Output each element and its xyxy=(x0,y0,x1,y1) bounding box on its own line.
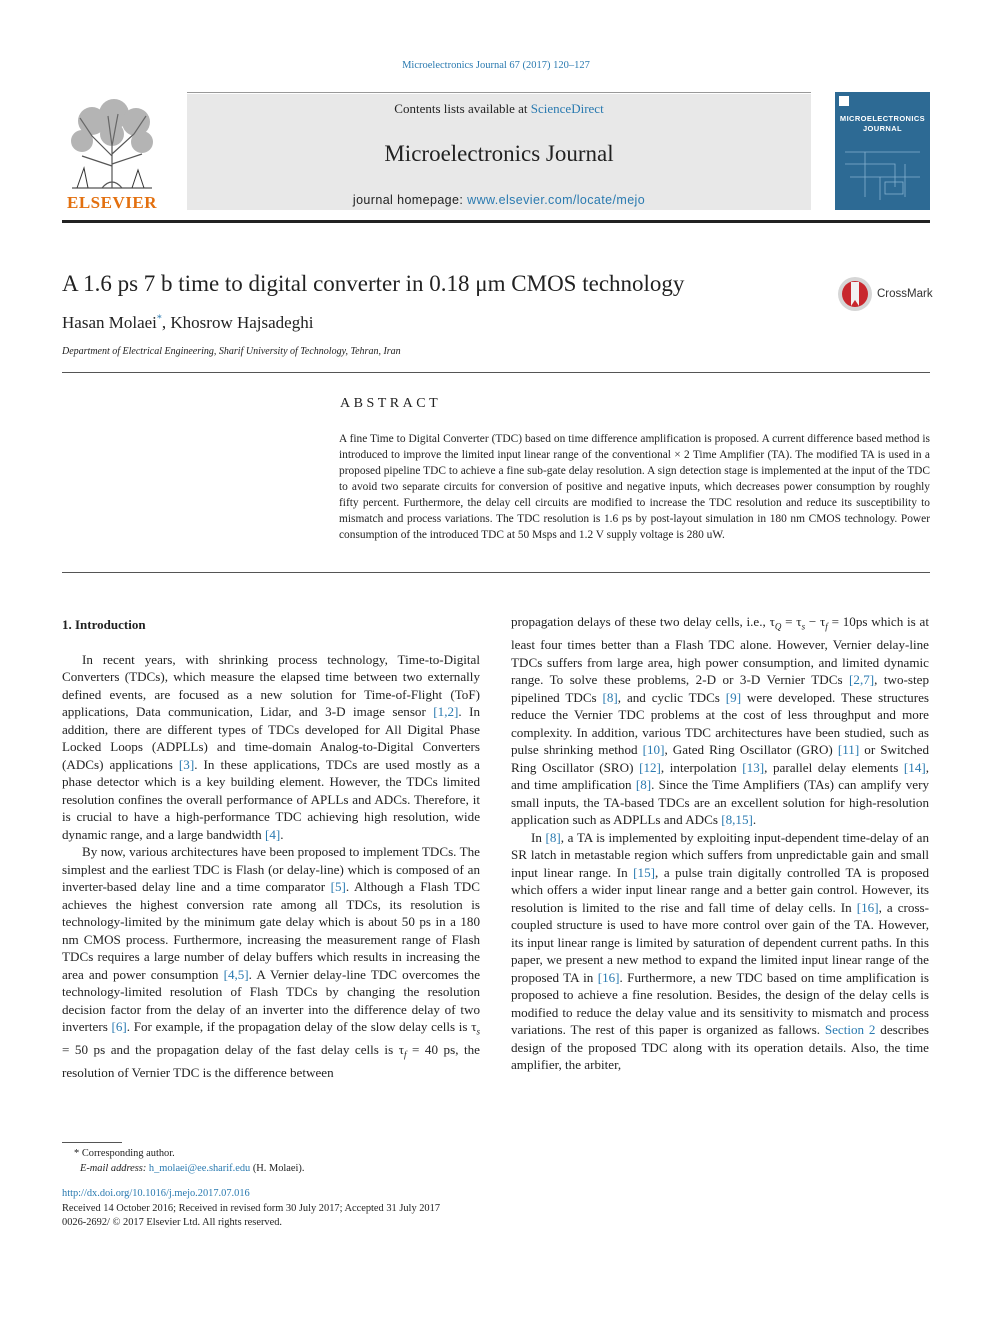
doi-link[interactable]: http://dx.doi.org/10.1016/j.mejo.2017.07.016 xyxy=(62,1188,250,1199)
paragraph: By now, various architectures have been proposed to implement TDCs. The simplest and the earliest TDC is Flash (or delay-line) which is composed of an inverter-based delay line and a time comparator [5]. Although a Flash TDC achieves the highest conversion rate among all TDCs, its resolution is technology-limited by the minimum gate delay which is about 50 ps in a 180 nm CMOS process. Furthermore, increasing the measurement range of Flash TDCs requires a large number of delay buffers which results in increasing the area and power consumption [4,5]. A Vernier delay-line TDC overcomes the technology-limited resolution of Flash TDCs by changing the resolution decision factor from the delay of an inverter into the difference delay of two inverters [6]. For example, if the propagation delay of the slow delay cells is $\tau_s = 50$ ps and the propagation delay of the fast delay cells is $\tau_f = 40$ ps, the resolution of Vernier TDC is the difference between xyxy=(62,844,481,1081)
section-link[interactable]: Section 2 xyxy=(824,1022,876,1038)
paragraph: propagation delays of these two delay cells, i.e., $\tau_Q = \tau_s - \tau_f = 10ps$ which is at least four times better than a Flash TDC alone. However, Vernier delay-line TDCs suffers from large area, high power consumption, and limited dynamic range. To solve these problems, 2-D or 3-D Vernier TDCs [2,7], two-step pipelined TDCs [8], and cyclic TDCs [9] were developed. These structures reduce the Vernier TDC problems at the cost of less throughput and more complexity. In addition, various TDC architectures have been studied, such as pulse shrinking method [10], Gated Ring Oscillator (GRO) [11] or Switched Ring Oscillator (SRO) [12], interpolation [13], parallel delay elements [14], and time amplification [8]. Since the Time Amplifiers (TAs) can amplify very small inputs, the TA-based TDCs are an excellent solution for high-resolution application such as ADPLLs and ADCs [8,15]. xyxy=(511,614,930,828)
citation-link[interactable]: [16] xyxy=(856,899,879,915)
crossmark-badge[interactable] xyxy=(837,276,933,312)
homepage-prefix: journal homepage: xyxy=(352,193,468,207)
citation-link[interactable]: [8] xyxy=(602,689,618,705)
title-divider xyxy=(62,372,930,373)
header-bottom-rule xyxy=(62,220,930,223)
publisher-wordmark[interactable]: ELSEVIER xyxy=(67,193,157,212)
author-separator: , xyxy=(161,313,171,332)
contents-line xyxy=(187,101,811,117)
corresponding-author-mark[interactable]: * xyxy=(156,313,162,325)
footnote xyxy=(62,1146,304,1176)
citation-link[interactable]: [14] xyxy=(903,759,926,775)
received-dates: Received 14 October 2016; Received in revised form 30 July 2017; Accepted 31 July 2017 xyxy=(62,1202,441,1214)
cover-publisher-mark xyxy=(839,96,849,106)
citation-link[interactable]: [15] xyxy=(633,864,655,880)
email-link[interactable]: h_molaei@ee.sharif.edu xyxy=(148,1163,251,1174)
citation-link[interactable]: [9] xyxy=(725,689,742,705)
footnote-rule xyxy=(62,1142,122,1143)
citation-link[interactable]: [11] xyxy=(837,742,860,758)
abstract-text: A fine Time to Digital Converter (TDC) based on time difference amplification is proposed. A current difference based method is introduced to improve the limited input linear range of the conventional × 2 Time Amplifier (TA). The modified TA is used in a proposed pipeline TDC to achieve a fine sub-gate delay resolution. A sign detection stage is implemented at the input of the TDC to avoid two separate circuits for conversion of positive and negative inputs, which decreases power consumption by roughly fifty percent. Furthermore, the delay cell circuits are modified to increase the TDC resolution and reduce its susceptibility to mismatch and process variations. The TDC resolution is 1.6 ps by post-layout simulation in 180 nm CMOS technology. Power consumption of the introduced TDC at 50 Msps and 1.2 V supply voltage is 280 uW. xyxy=(339,433,930,541)
citation-link[interactable]: [1,2] xyxy=(433,704,459,719)
citation-link[interactable]: [2,7] xyxy=(849,672,875,688)
author-list xyxy=(62,313,313,333)
citation-link[interactable]: [8] xyxy=(635,777,652,793)
crossmark-label: CrossMark xyxy=(877,288,933,300)
cover-title-line2: JOURNAL xyxy=(862,124,903,133)
homepage-link[interactable]: www.elsevier.com/locate/mejo xyxy=(467,193,646,207)
journal-homepage xyxy=(187,193,811,207)
header-top-rule xyxy=(187,92,811,93)
crossmark-icon xyxy=(837,276,873,312)
author-affiliation: Department of Electrical Engineering, Sharif University of Technology, Tehran, Iran xyxy=(62,346,401,357)
author-name[interactable]: Hasan Molaei xyxy=(62,313,157,332)
cover-circuit-art xyxy=(835,142,930,202)
citation-link[interactable]: [6] xyxy=(111,1019,127,1034)
citation-link[interactable]: [4] xyxy=(265,826,281,842)
citation-link[interactable]: [8,15] xyxy=(721,812,753,828)
abstract-heading: ABSTRACT xyxy=(340,396,442,411)
citation-link[interactable]: [8] xyxy=(545,829,561,845)
footnote-mark: * xyxy=(74,1148,80,1159)
body-column-left xyxy=(62,616,480,1082)
paragraph: In [8], a TA is implemented by exploiting input-dependent time-delay of an SR latch in metastable region which suffers from unpredictable gain and small input linear range. In [15], a pulse train digitally controlled TA is proposed which offers a wider input linear range and a better gain control. However, its resolution is limited to the rise and fall time of delay cells. In [16], a cross-coupled structure is used to have more control over gain of the TA. However, its input linear range is limited by saturation of dependent current paths. In this paper, we present a new method to expand the limited input linear range of the proposed TA in [16]. Furthermore, a new TDC based on time amplification is proposed to achieve a fine resolution. Besides, the design of the delay cells is modified to reduce the delay value and its sensitivity to mismatch and process variations. The rest of this paper is organized as fallows. Section 2 describes design of the proposed TDC along with its operation details. Also, the time amplifier, the arbiter, xyxy=(511,829,930,1073)
contents-prefix: Contents lists available at xyxy=(394,101,531,116)
cover-title xyxy=(835,114,930,134)
paragraph: In recent years, with shrinking process technology, Time-to-Digital Converters (TDCs), which measure the elapsed time between two externally defined events, are focused as a new solution for Time-of-Flight (ToF) applications, Data communication, Lidar, and 3-D image sensor [1,2]. In addition, there are different types of TDCs developed for All Digital Phase Locked Loops (ADPLLs) and time-domain Analog-to-Digital Converters (ADCs) applications [3]. In these applications, TDCs are used mostly as a phase detector which is a key building element. However, the TDCs limited resolution confines the overall performance of APLLs and ADCs. Therefore, it is crucial to have a high-performance TDC achieving high resolution, wide dynamic range, and a large bandwidth [4]. xyxy=(62,651,480,842)
body-column-right xyxy=(511,613,929,1074)
journal-title: Microelectronics Journal xyxy=(384,141,614,166)
journal-citation[interactable]: Microelectronics Journal 67 (2017) 120–127 xyxy=(402,60,590,71)
cover-title-line1: MICROELECTRONICS xyxy=(839,114,926,123)
email-note: E-mail address: h_molaei@ee.sharif.edu (H. Molaei). xyxy=(80,1163,305,1174)
article-title: A 1.6 ps 7 b time to digital converter in 0.18 μm CMOS technology xyxy=(62,271,685,296)
abstract-divider xyxy=(62,572,930,573)
citation-link[interactable]: [12] xyxy=(639,759,661,775)
citation-link[interactable]: [16] xyxy=(597,969,620,985)
sciencedirect-link[interactable]: ScienceDirect xyxy=(530,101,604,116)
citation-link[interactable]: [13] xyxy=(742,759,765,775)
journal-cover-thumbnail[interactable] xyxy=(835,92,930,210)
citation-link[interactable]: [3] xyxy=(178,756,195,772)
corresponding-note: * Corresponding author. xyxy=(74,1148,175,1159)
citation-link[interactable]: [4,5] xyxy=(223,966,249,982)
article-metadata xyxy=(62,1187,440,1231)
citation-link[interactable]: [10] xyxy=(642,742,665,758)
copyright: 0026-2692/ © 2017 Elsevier Ltd. All rights reserved. xyxy=(62,1217,282,1228)
section-heading: 1. Introduction xyxy=(62,617,146,632)
email-label: E-mail address: xyxy=(80,1163,149,1174)
author-name[interactable]: Khosrow Hajsadeghi xyxy=(170,313,314,332)
citation-link[interactable]: [5] xyxy=(330,879,346,894)
